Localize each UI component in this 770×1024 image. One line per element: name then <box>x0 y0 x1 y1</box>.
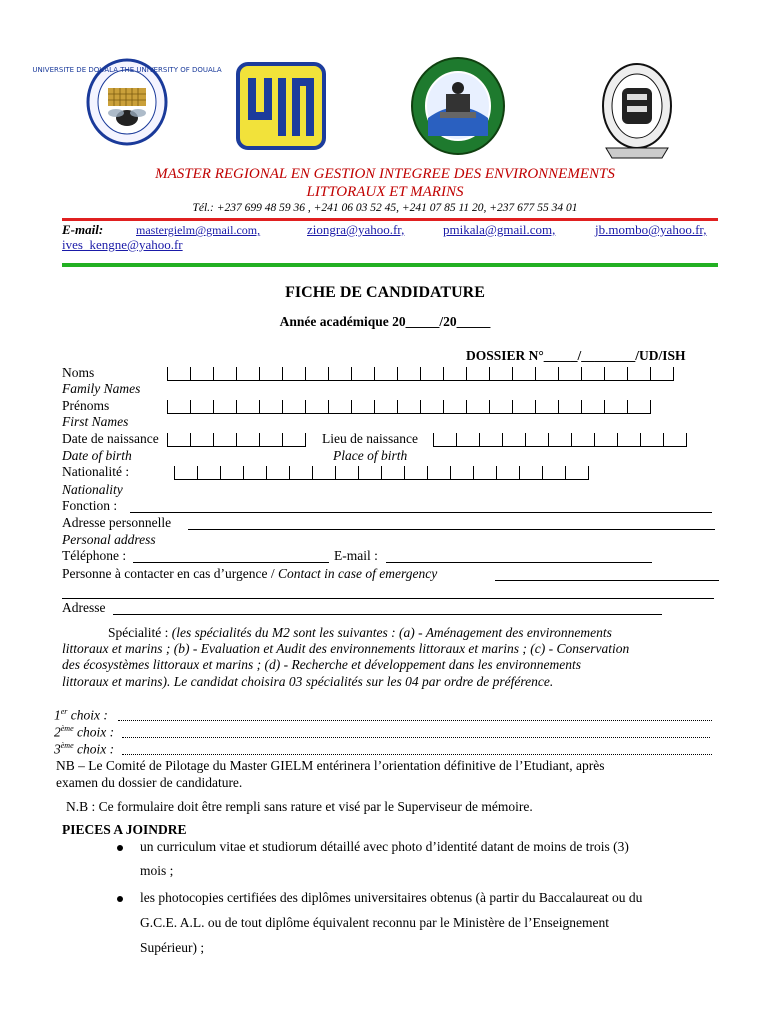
adresse-personnelle-label: Adresse personnelle <box>62 515 172 530</box>
family-names-label: Family Names <box>62 381 141 396</box>
fonction-label: Fonction : <box>62 498 118 513</box>
prenoms-box-field[interactable] <box>167 400 651 414</box>
choix-3-label: 3ème choix : <box>54 741 115 757</box>
specialite-text: (les spécialités du M2 sont les suivantes : (a) - Aménagement des environnements <box>171 625 612 640</box>
universite-omar-bongo-logo-icon <box>410 56 506 156</box>
fonction-field[interactable] <box>130 511 712 513</box>
specialite-paragraph-line3: des écosystèmes littoraux et marins ; (d) - Recherche et développement dans les environnements <box>62 657 581 672</box>
nb-comite-line1: NB – Le Comité de Pilotage du Master GIELM entérinera l’orientation définitive de l’Etudiant, après <box>56 758 605 773</box>
telephone-field[interactable] <box>133 561 329 563</box>
university-seal-logo-icon <box>600 60 674 162</box>
contact-label-fr: Personne à contacter en cas d’urgence / <box>62 566 275 581</box>
logo-ustm <box>234 60 328 152</box>
email-link-pmikala[interactable]: pmikala@gmail.com, <box>443 222 556 237</box>
ustm-logo-icon <box>234 60 328 152</box>
first-names-label: First Names <box>62 414 129 429</box>
academic-year: Année académique 20_____/20_____ <box>279 314 491 329</box>
nb-comite-line2: examen du dossier de candidature. <box>56 775 243 790</box>
email-label: E-mail: <box>62 222 104 237</box>
pieces-item2-line1: les photocopies certifiées des diplômes universitaires obtenus (à partir du Baccalaureat ou du <box>140 890 643 905</box>
email-link-mastergielm[interactable]: mastergielm@gmail.com, <box>136 223 261 237</box>
email-link-kengne[interactable]: ives_kengne@yahoo.fr <box>62 237 183 252</box>
logo-university-seal <box>600 60 674 162</box>
choix-2-label: 2ème choix : <box>54 724 115 740</box>
noms-label: Noms <box>62 365 95 380</box>
dossier-number: DOSSIER N°_____/________/UD/ISH <box>466 348 686 363</box>
contact-field[interactable] <box>495 579 719 581</box>
contact-field-line2[interactable] <box>62 597 714 599</box>
page-title: FICHE DE CANDIDATURE <box>285 284 485 301</box>
universite-douala-logo-icon <box>32 58 222 146</box>
pieces-item2-line3: Supérieur) ; <box>140 940 205 955</box>
nationalite-label: Nationalité : <box>62 464 130 479</box>
choix-3-field[interactable] <box>122 753 712 755</box>
nationalite-box-field[interactable] <box>174 466 589 480</box>
date-naissance-label: Date de naissance <box>62 431 159 446</box>
email-field-label: E-mail : <box>334 548 378 563</box>
bullet-icon <box>117 845 123 851</box>
adresse-personnelle-field[interactable] <box>188 528 715 530</box>
date-naissance-box-field[interactable] <box>167 433 306 447</box>
pieces-item2-line2: G.C.E. A.L. ou de tout diplôme équivalent reconnu par le Ministère de l’Enseignement <box>140 915 610 930</box>
choix-2-field[interactable] <box>122 736 710 738</box>
email-field[interactable] <box>386 561 652 563</box>
contact-label <box>62 566 437 582</box>
nationality-label: Nationality <box>62 482 123 497</box>
adresse-label: Adresse <box>62 600 106 615</box>
specialite-label: Spécialité : <box>108 625 169 640</box>
specialite-paragraph-line1 <box>108 625 716 641</box>
choix-1-label: 1er choix : <box>54 707 108 723</box>
date-of-birth-label: Date of birth <box>62 448 132 463</box>
noms-box-field[interactable] <box>167 367 674 381</box>
specialite-paragraph-line4: littoraux et marins). Le candidat choisira 03 spécialités sur les 04 par ordre de préférence. <box>62 674 554 689</box>
adresse-field[interactable] <box>113 613 662 615</box>
telephone-label: Téléphone : <box>62 548 127 563</box>
bullet-icon <box>117 896 123 902</box>
pieces-title: PIECES A JOINDRE <box>62 822 187 837</box>
email-link-ziongra[interactable]: ziongra@yahoo.fr, <box>307 222 405 237</box>
program-title-line1: MASTER REGIONAL EN GESTION INTEGREE DES ENVIRONNEMENTS <box>155 166 615 182</box>
contact-label-en: Contact in case of emergency <box>278 566 438 581</box>
specialite-paragraph-line2: littoraux et marins ; (b) - Evaluation et Audit des environnements littoraux et marins ; (c) - Conservation <box>62 641 630 656</box>
red-rule <box>62 218 718 221</box>
email-link-mombo[interactable]: jb.mombo@yahoo.fr, <box>595 222 707 237</box>
nb-formulaire: N.B : Ce formulaire doit être rempli sans rature et visé par le Superviseur de mémoire. <box>66 799 533 814</box>
place-of-birth-label: Place of birth <box>333 448 408 463</box>
prenoms-label: Prénoms <box>62 398 110 413</box>
program-title-line2: LITTORAUX ET MARINS <box>306 184 464 200</box>
personal-address-label: Personal address <box>62 532 156 547</box>
pieces-item1-line2: mois ; <box>140 863 174 878</box>
logo-universite-douala <box>32 58 222 146</box>
pieces-item1-line1: un curriculum vitae et studiorum détaillé avec photo d’identité datant de moins de trois (3) <box>140 839 629 854</box>
green-rule <box>62 263 718 267</box>
choix-1-field[interactable] <box>118 719 712 721</box>
logo-universite-omar-bongo <box>410 56 506 156</box>
telephone-line: Tél.: +237 699 48 59 36 , +241 06 03 52 45, +241 07 85 11 20, +237 677 55 34 01 <box>192 202 578 214</box>
lieu-naissance-label: Lieu de naissance <box>322 431 418 446</box>
lieu-naissance-box-field[interactable] <box>433 433 687 447</box>
logo-text: UNIVERSITE DE DOUALA THE UNIVERSITY OF DOUALA <box>32 66 222 74</box>
